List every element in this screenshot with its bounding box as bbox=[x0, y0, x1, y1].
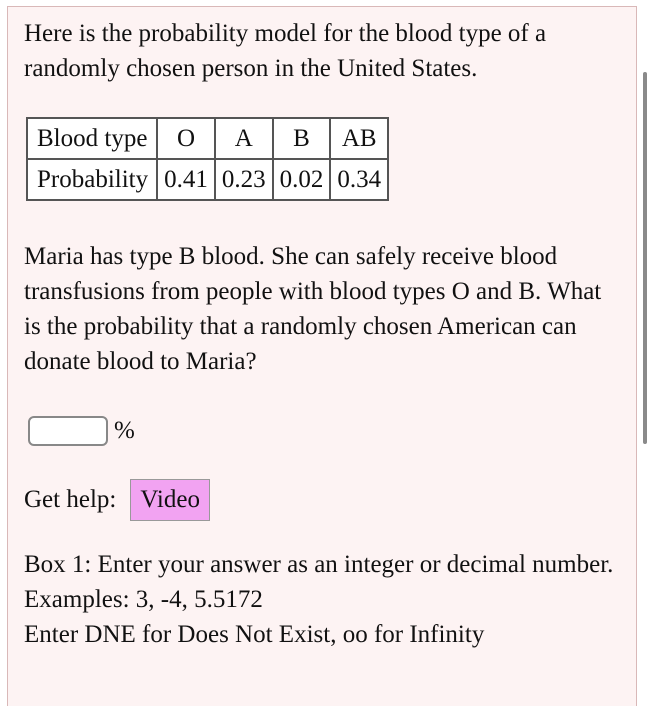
video-button[interactable]: Video bbox=[130, 479, 210, 521]
table-cell: 0.23 bbox=[215, 159, 273, 200]
table-cell: 0.02 bbox=[273, 159, 331, 200]
table-cell: B bbox=[273, 118, 331, 159]
intro-text: Here is the probability model for the blood type of a randomly chosen person in the United States. bbox=[24, 20, 547, 82]
instructions-text bbox=[24, 547, 614, 652]
answer-input[interactable] bbox=[28, 416, 108, 446]
table-cell: Blood type bbox=[27, 118, 157, 159]
table-cell: AB bbox=[330, 118, 388, 159]
instructions-line2: Enter DNE for Does Not Exist, oo for Infinity bbox=[24, 621, 485, 648]
probability-table bbox=[26, 117, 389, 201]
table-row bbox=[27, 159, 388, 200]
scrollbar[interactable] bbox=[643, 72, 647, 444]
question-text: Maria has type B blood. She can safely receive blood transfusions from people with blood types O and B. What is the probability that a randomly chosen American can donate blood to Maria? bbox=[24, 243, 602, 375]
table-cell: O bbox=[157, 118, 215, 159]
table-cell: Probability bbox=[27, 159, 157, 200]
instructions-line1: Box 1: Enter your answer as an integer or decimal number. Examples: 3, -4, 5.5172 bbox=[24, 551, 614, 613]
help-label: Get help: bbox=[24, 486, 117, 513]
help-row bbox=[24, 479, 210, 521]
answer-row bbox=[28, 412, 135, 450]
table-row bbox=[27, 118, 388, 159]
table-cell: 0.34 bbox=[330, 159, 388, 200]
table-cell: A bbox=[215, 118, 273, 159]
percent-unit: % bbox=[114, 417, 135, 444]
table-cell: 0.41 bbox=[157, 159, 215, 200]
